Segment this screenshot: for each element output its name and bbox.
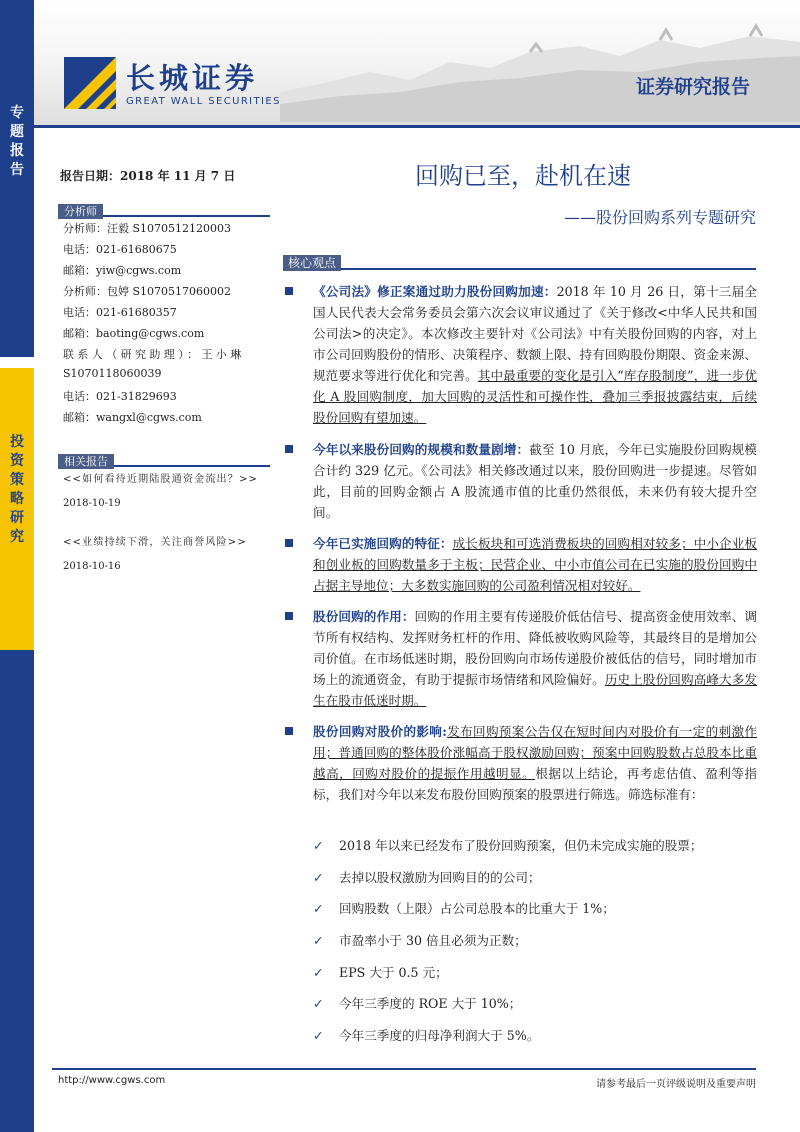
logo-icon <box>64 57 116 109</box>
bullet-square-icon <box>285 727 293 735</box>
check-icon: ✓ <box>313 964 324 980</box>
page-header <box>34 0 800 128</box>
related-report-title[interactable]: <<如何看待近期陆股通资金流出？>> <box>63 474 259 485</box>
related-reports-heading: 相关报告 <box>58 450 270 467</box>
document-type: 证券研究报告 <box>635 76 750 98</box>
check-icon: ✓ <box>313 996 324 1012</box>
analyst-line: 电话：021-61680675 <box>63 243 177 256</box>
analyst-line: 电话：021-61680357 <box>63 306 177 319</box>
logo-text-en: GREAT WALL SECURITIES <box>126 96 281 107</box>
side-label-category: 投 资 策 略 研 究 <box>10 434 24 545</box>
side-label-report-type: 专 题 报 告 <box>10 105 24 178</box>
logo-text-cn: 长城证券 <box>126 61 259 95</box>
related-report[interactable] <box>63 535 271 575</box>
check-icon: ✓ <box>313 838 324 853</box>
check-icon: ✓ <box>313 901 324 917</box>
report-date: 报告日期：2018 年 11 月 7 日 <box>60 169 236 183</box>
analyst-section-heading: 分析师 <box>58 200 270 217</box>
related-report[interactable] <box>63 472 271 512</box>
footer-website-link[interactable]: http://www.cgws.com <box>58 1075 166 1086</box>
check-icon: ✓ <box>313 1028 324 1044</box>
bullet-square-icon <box>285 539 293 547</box>
related-report-date: 2018-10-16 <box>63 561 121 572</box>
contact-line: S1070118060039 <box>63 367 162 380</box>
check-icon: ✓ <box>313 869 324 885</box>
analyst-email[interactable]: 邮箱：baoting@cgws.com <box>63 327 205 340</box>
analyst-email[interactable]: 邮箱：yiw@cgws.com <box>63 264 182 277</box>
side-band <box>0 0 34 1132</box>
contact-line: 联系人（研究助理）：王小琳 <box>63 348 245 361</box>
bullet-square-icon <box>285 287 293 295</box>
footer-divider <box>52 1068 756 1070</box>
related-report-date: 2018-10-19 <box>63 498 121 509</box>
contact-email[interactable]: 邮箱：wangxl@cgws.com <box>63 411 202 424</box>
core-point: 股份回购的作用：回购的作用主要有传递股价低估信号、提高资金使用效率、调节所有权结构、发挥财务杠杆的作用、降低被收购风险等，其最终目的是增加公司价值。在市场低迷时期，股份回购向市场传递股价被低估的信号，同时增加市场上的流通资金，有助于提振市场情绪和风险偏好。历史上股份回购高峰大多发生在股市低迷时期。 <box>283 606 757 711</box>
core-point: 今年以来股份回购的规模和数量剧增：截至 10 月底，今年已实施股份回购规模合计约 329 亿元。《公司法》相关修改通过以来，股份回购进一步提速。尽管如此，目前的回购金额占 A 股流通市值的比重仍然很低，未来仍有较大提升空间。 <box>283 439 757 523</box>
page-title: 回购已至，赴机在速 <box>415 162 631 190</box>
check-icon: ✓ <box>313 933 324 949</box>
core-point: 股份回购对股价的影响:发布回购预案公告仅在短时间内对股价有一定的刺激作用；普通回购的整体股价涨幅高于股权激励回购；预案中回购股数占总股本比重越高，回购对股价的提振作用越明显。根据以上结论，再考虑估值、盈利等指标，我们对今年以来发布股份回购预案的股票进行筛选。筛选标准有： <box>283 721 757 805</box>
core-point: 今年已实施回购的特征：成长板块和可选消费板块的回购相对较多；中小企业板和创业板的回购数量多于主板；民营企业、中小市值公司在已实施的股份回购中占据主导地位；大多数实施回购的公司盈利情况相对较好。 <box>283 533 757 596</box>
related-report-title[interactable]: <<业绩持续下滑，关注商誉风险>> <box>63 537 247 548</box>
footer-disclaimer-note: 请参考最后一页评级说明及重要声明 <box>596 1079 756 1090</box>
analyst-line: 分析师：包婷 S1070517060002 <box>63 285 232 298</box>
bullet-square-icon <box>285 612 293 620</box>
analyst-line: 分析师：汪毅 S1070512120003 <box>63 222 232 235</box>
bullet-square-icon <box>285 445 293 453</box>
contact-line: 电话：021-31829693 <box>63 390 177 403</box>
core-point: 《公司法》修正案通过助力股份回购加速：2018 年 10 月 26 日，第十三届全国人民代表大会常务委员会第六次会议审议通过了《关于修改<中华人民共和国公司法>的决定》。本次修改主要针对《公司法》中有关股份回购的内容，对上市公司回购股份的情形、决策程序、数额上限、持有回购股份期限、资金来源、规范要求等进行优化和完善。其中最重要的变化是引入“库存股制度”，进一步优化 A 股回购制度，加大回购的灵活性和可操作性，叠加三季报披露结束，后续股份回购有望加速。 <box>283 281 757 428</box>
page-subtitle: ——股份回购系列专题研究 <box>563 208 756 227</box>
core-views-heading: 核心观点 <box>283 252 756 270</box>
